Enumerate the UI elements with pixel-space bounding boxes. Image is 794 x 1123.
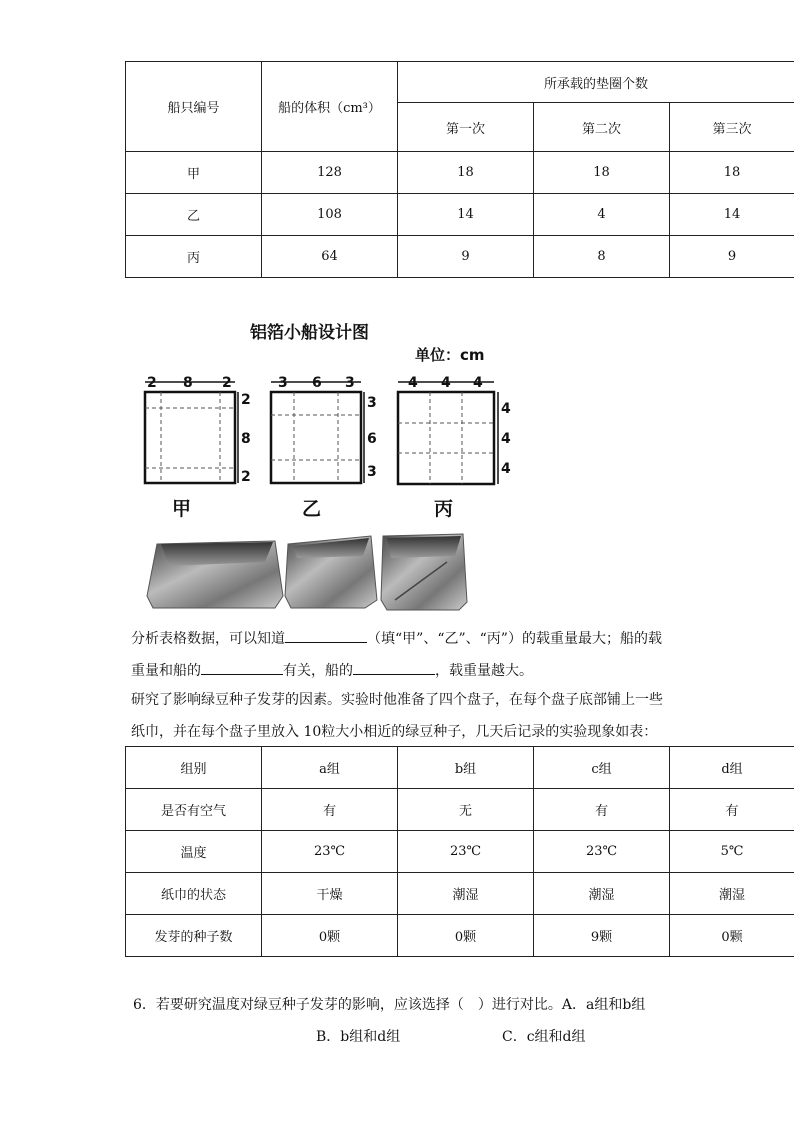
dim-label: 8 [183,375,193,391]
dim-label: 4 [408,375,418,391]
table-row [126,194,794,236]
germination-table [125,746,794,957]
table-cell: 是否有空气 [126,789,262,831]
header-washer-count: 所承载的垫圈个数 [398,62,794,103]
table-cell: 温度 [126,831,262,873]
q6-option-c[interactable]: C．c组和d组 [502,1029,586,1045]
table-cell: a组 [262,747,398,789]
table-row [126,873,794,915]
table-row [126,789,794,831]
question-text: 有关，船的 [283,663,353,679]
boat-label-jia: 甲 [172,498,192,520]
table-header-row [126,747,794,789]
dim-label: 2 [241,392,251,408]
boat-name: 乙 [126,194,262,236]
trial-value: 14 [398,194,534,236]
table-row [126,831,794,873]
table-cell: 发芽的种子数 [126,915,262,957]
dim-label: 2 [222,375,232,391]
table-cell: 0颗 [262,915,398,957]
answer-blank[interactable] [353,662,435,675]
table-cell: 23℃ [398,831,534,873]
question-text: 重量和船的 [131,663,201,679]
boat-name: 甲 [126,152,262,194]
table-cell: 干燥 [262,873,398,915]
dim-label: 2 [241,469,251,485]
table-cell: 5℃ [670,831,794,873]
trial-value: 18 [670,152,794,194]
experiment-intro-1: 研究了影响绿豆种子发芽的因素。实验时他准备了四个盘子，在每个盘子底部铺上一些 [131,692,663,708]
boat-label-bing: 丙 [434,498,454,520]
dim-label: 4 [501,461,511,477]
dim-label: 6 [312,375,322,391]
table-row [126,915,794,957]
question-text: （填“甲”、“乙”、“丙”）的载重量最大；船的载 [367,631,662,647]
dim-label: 4 [501,431,511,447]
dim-label: 3 [278,375,288,391]
header-trial-2: 第二次 [534,103,670,152]
question-text: ，载重量越大。 [435,663,533,679]
dim-label: 8 [241,431,251,447]
table-cell: 有 [534,789,670,831]
q6-option-b[interactable]: B．b组和d组 [316,1029,401,1045]
table-cell: 潮湿 [534,873,670,915]
table-row [126,152,794,194]
dim-label: 4 [501,401,511,417]
answer-blank[interactable] [285,630,367,643]
table-cell: 0颗 [398,915,534,957]
dim-label: 3 [367,395,377,411]
dim-label: 2 [147,375,157,391]
table-cell: 0颗 [670,915,794,957]
figure-unit: 单位：cm [415,346,485,364]
table-cell: 23℃ [534,831,670,873]
figure-title: 铝箔小船设计图 [250,323,369,343]
table-cell: 有 [262,789,398,831]
table-cell: 9颗 [534,915,670,957]
trial-value: 9 [670,236,794,278]
table-cell: 23℃ [262,831,398,873]
header-boat-id: 船只编号 [126,62,262,152]
trial-value: 9 [398,236,534,278]
table-cell: 有 [670,789,794,831]
table-cell: c组 [534,747,670,789]
header-trial-1: 第一次 [398,103,534,152]
table-cell: b组 [398,747,534,789]
boat-label-yi: 乙 [302,498,322,520]
table-cell: 无 [398,789,534,831]
experiment-intro-2: 纸巾，并在每个盘子里放入 10粒大小相近的绿豆种子，几天后记录的实验现象如表： [131,724,658,740]
boat-volume: 108 [262,194,398,236]
table-row [126,236,794,278]
table-cell: 纸巾的状态 [126,873,262,915]
table-cell: 组别 [126,747,262,789]
boat-name: 丙 [126,236,262,278]
table-cell: 潮湿 [670,873,794,915]
boat-data-table [125,61,794,278]
boat-volume: 128 [262,152,398,194]
trial-value: 18 [398,152,534,194]
boat-volume: 64 [262,236,398,278]
table-cell: d组 [670,747,794,789]
answer-blank[interactable] [201,662,283,675]
trial-value: 4 [534,194,670,236]
trial-value: 18 [534,152,670,194]
question-line-2 [131,662,533,678]
design-diagram [125,300,535,620]
dim-label: 3 [367,464,377,480]
boat-photo [147,534,467,610]
header-volume: 船的体积（cm³） [262,62,398,152]
q6-stem: 6．若要研究温度对绿豆种子发芽的影响，应该选择（ ）进行对比。A．a组和b组 [133,997,646,1013]
boat-design-figure [125,300,535,620]
dim-label: 4 [441,375,451,391]
trial-value: 8 [534,236,670,278]
question-line-1 [131,630,662,646]
table-cell: 潮湿 [398,873,534,915]
question-text: 分析表格数据，可以知道 [131,631,285,647]
dim-label: 6 [367,431,377,447]
header-trial-3: 第三次 [670,103,794,152]
dim-label: 3 [345,375,355,391]
trial-value: 14 [670,194,794,236]
dim-label: 4 [473,375,483,391]
